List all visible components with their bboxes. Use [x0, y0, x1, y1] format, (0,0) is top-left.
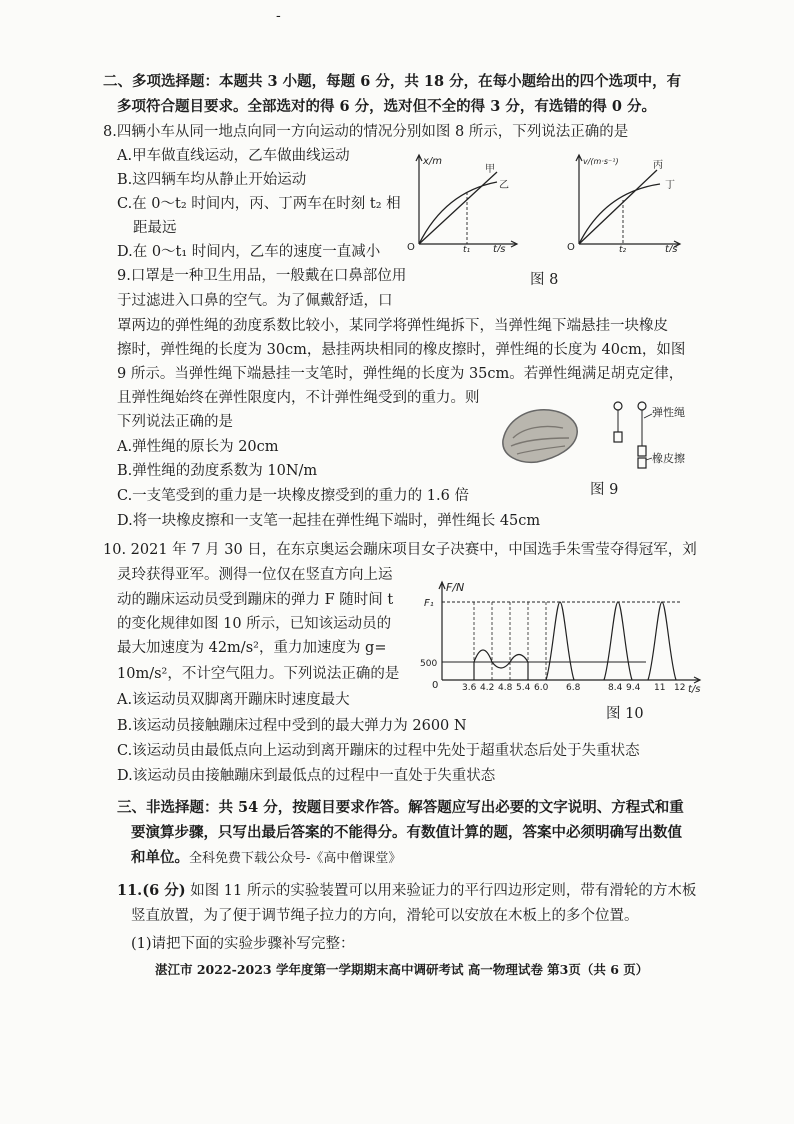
q9-line4: 擦时，弹性绳的长度为 30cm，悬挂两块相同的橡皮擦时，弹性绳的长度为 40cm，如图: [117, 342, 686, 358]
q8-option-c-line2: 距最远: [133, 220, 177, 236]
graph1-curve-jia: 甲: [485, 164, 495, 175]
q8-option-c-line1: C.在 0～t₂ 时间内，丙、丁两车在时刻 t₂ 相: [117, 196, 401, 212]
page-footer: 湛江市 2022-2023 学年度第一学期期末高中调研考试 高一物理试卷 第3页（共 6 页）: [155, 962, 649, 977]
section2-heading-line1: 二、多项选择题：本题共 3 小题，每题 6 分，共 18 分，在每小题给出的四个选项中，有: [103, 73, 682, 90]
q10-option-d: D.该运动员由接触蹦床到最低点的过程中一直处于失重状态: [117, 768, 496, 784]
q10-line4: 的变化规律如图 10 所示，已知该运动员的: [117, 616, 392, 632]
graph10-tick: 11: [654, 683, 666, 693]
graph2-xlabel: t/s: [665, 244, 678, 252]
graph10-tick: 6.8: [566, 683, 581, 693]
graph2-ylabel: v/(m·s⁻¹): [583, 157, 619, 166]
q10-line5: 最大加速度为 42m/s²，重力加速度为 g=: [117, 640, 387, 656]
q11-number: 11.(6 分): [117, 882, 186, 899]
q8-option-a: A.甲车做直线运动，乙车做曲线运动: [117, 148, 350, 164]
section3-line3: [131, 848, 401, 869]
q10-option-c: C.该运动员由最低点向上运动到离开蹦床的过程中先处于超重状态后处于失重状态: [117, 743, 640, 759]
q8-option-b: B.这四辆车均从静止开始运动: [117, 172, 307, 188]
graph10-tick: 12: [674, 683, 686, 693]
figure8-x-t-graph: [405, 152, 525, 252]
q10-line2: 灵玲获得亚军。测得一位仅在竖直方向上运: [117, 567, 393, 583]
graph1-tick: t₁: [463, 245, 471, 252]
top-mark: -: [276, 8, 281, 24]
graph10-tick: 4.8: [498, 683, 513, 693]
figure9-mask-picture: [497, 400, 587, 470]
figure10-force-time-graph: [418, 576, 708, 696]
graph10-ylabel: F/N: [446, 581, 465, 594]
q9-line6: 且弹性绳始终在弹性限度内，不计弹性绳受到的重力。则: [117, 390, 480, 406]
figure9-caption: 图 9: [590, 482, 619, 498]
q9-option-b: B.弹性绳的劲度系数为 10N/m: [117, 463, 318, 479]
q9-option-c: C.一支笔受到的重力是一块橡皮擦受到的重力的 1.6 倍: [117, 488, 469, 504]
q9-line2: 于过滤进入口鼻的空气。为了佩戴舒适，口: [117, 293, 393, 309]
graph10-origin: 0: [432, 680, 439, 691]
figure8-caption: 图 8: [530, 272, 559, 288]
figure9-label-eraser: 橡皮擦: [652, 452, 685, 465]
graph2-tick: t₂: [619, 245, 627, 252]
section2-heading-line2: 多项符合题目要求。全部选对的得 6 分，选对但不全的得 3 分，有选错的得 0 分。: [117, 98, 657, 115]
figure8-v-t-graph: [565, 152, 690, 252]
graph1-origin: O: [407, 242, 415, 252]
graph10-tick: 3.6: [462, 683, 477, 693]
graph1-xlabel: t/s: [493, 244, 506, 252]
q11-text: 如图 11 所示的实验装置可以用来验证力的平行四边形定则，带有滑轮的方木板: [185, 883, 697, 899]
graph10-tick: 4.2: [480, 683, 495, 693]
section3-download-note: 全科免费下载公众号-《高中僧课堂》: [189, 851, 402, 866]
graph1-ylabel: x/m: [423, 156, 443, 167]
q10-line1: 10. 2021 年 7 月 30 日，在东京奥运会蹦床项目女子决赛中，中国选手朱雪莹夺得冠军，刘: [103, 542, 697, 558]
section3-line1: 三、非选择题：共 54 分，按题目要求作答。解答题应写出必要的文字说明、方程式和重: [117, 799, 684, 816]
q10-line6: 10m/s²，不计空气阻力。下列说法正确的是: [117, 666, 400, 682]
graph10-xlabel: t/s: [688, 684, 701, 695]
q10-option-b: B.该运动员接触蹦床过程中受到的最大弹力为 2600 N: [117, 718, 467, 734]
graph2-curve-ding: 丁: [665, 180, 675, 191]
graph10-tick: 5.4: [516, 683, 531, 693]
q10-option-a: A.该运动员双脚离开蹦床时速度最大: [117, 692, 350, 708]
q9-option-d: D.将一块橡皮擦和一支笔一起挂在弹性绳下端时，弹性绳长 45cm: [117, 513, 541, 529]
q9-line3: 罩两边的弹性绳的劲度系数比较小，某同学将弹性绳拆下，当弹性绳下端悬挂一块橡皮: [117, 318, 668, 334]
section3-line2: 要演算步骤，只写出最后答案的不能得分。有数值计算的题，答案中必须明确写出数值: [131, 824, 682, 841]
graph2-origin: O: [567, 242, 575, 252]
q11-line1: [117, 881, 696, 901]
q9-line7: 下列说法正确的是: [117, 414, 233, 430]
graph10-tick: 8.4: [608, 683, 623, 693]
graph2-curve-bing: 丙: [653, 160, 663, 171]
q10-line3: 动的蹦床运动员受到蹦床的弹力 F 随时间 t: [117, 592, 394, 608]
graph10-tick: 9.4: [626, 683, 641, 693]
q9-line5: 9 所示。当弹性绳下端悬挂一支笔时，弹性绳的长度为 35cm。若弹性绳满足胡克定律，: [117, 366, 684, 382]
figure9-label-rope: 弹性绳: [652, 406, 685, 419]
graph10-f1: F₁: [424, 598, 434, 609]
q11-line2: 竖直放置，为了便于调节绳子拉力的方向，滑轮可以安放在木板上的多个位置。: [131, 908, 639, 924]
q11-line3: (1)请把下面的实验步骤补写完整：: [131, 936, 355, 952]
figure10-caption: 图 10: [606, 706, 644, 722]
q9-option-a: A.弹性绳的原长为 20cm: [117, 439, 279, 455]
q8-option-d: D.在 0～t₁ 时间内，乙车的速度一直减小: [117, 244, 381, 260]
q8-stem: 8.四辆小车从同一地点向同一方向运动的情况分别如图 8 所示，下列说法正确的是: [103, 124, 629, 140]
graph1-curve-yi: 乙: [499, 180, 509, 191]
graph10-y500: 500: [420, 659, 438, 669]
section3-line3-bold: 和单位。: [131, 849, 189, 866]
q9-line1: 9.口罩是一种卫生用品，一般戴在口鼻部位用: [117, 268, 407, 284]
graph10-tick: 6.0: [534, 683, 549, 693]
